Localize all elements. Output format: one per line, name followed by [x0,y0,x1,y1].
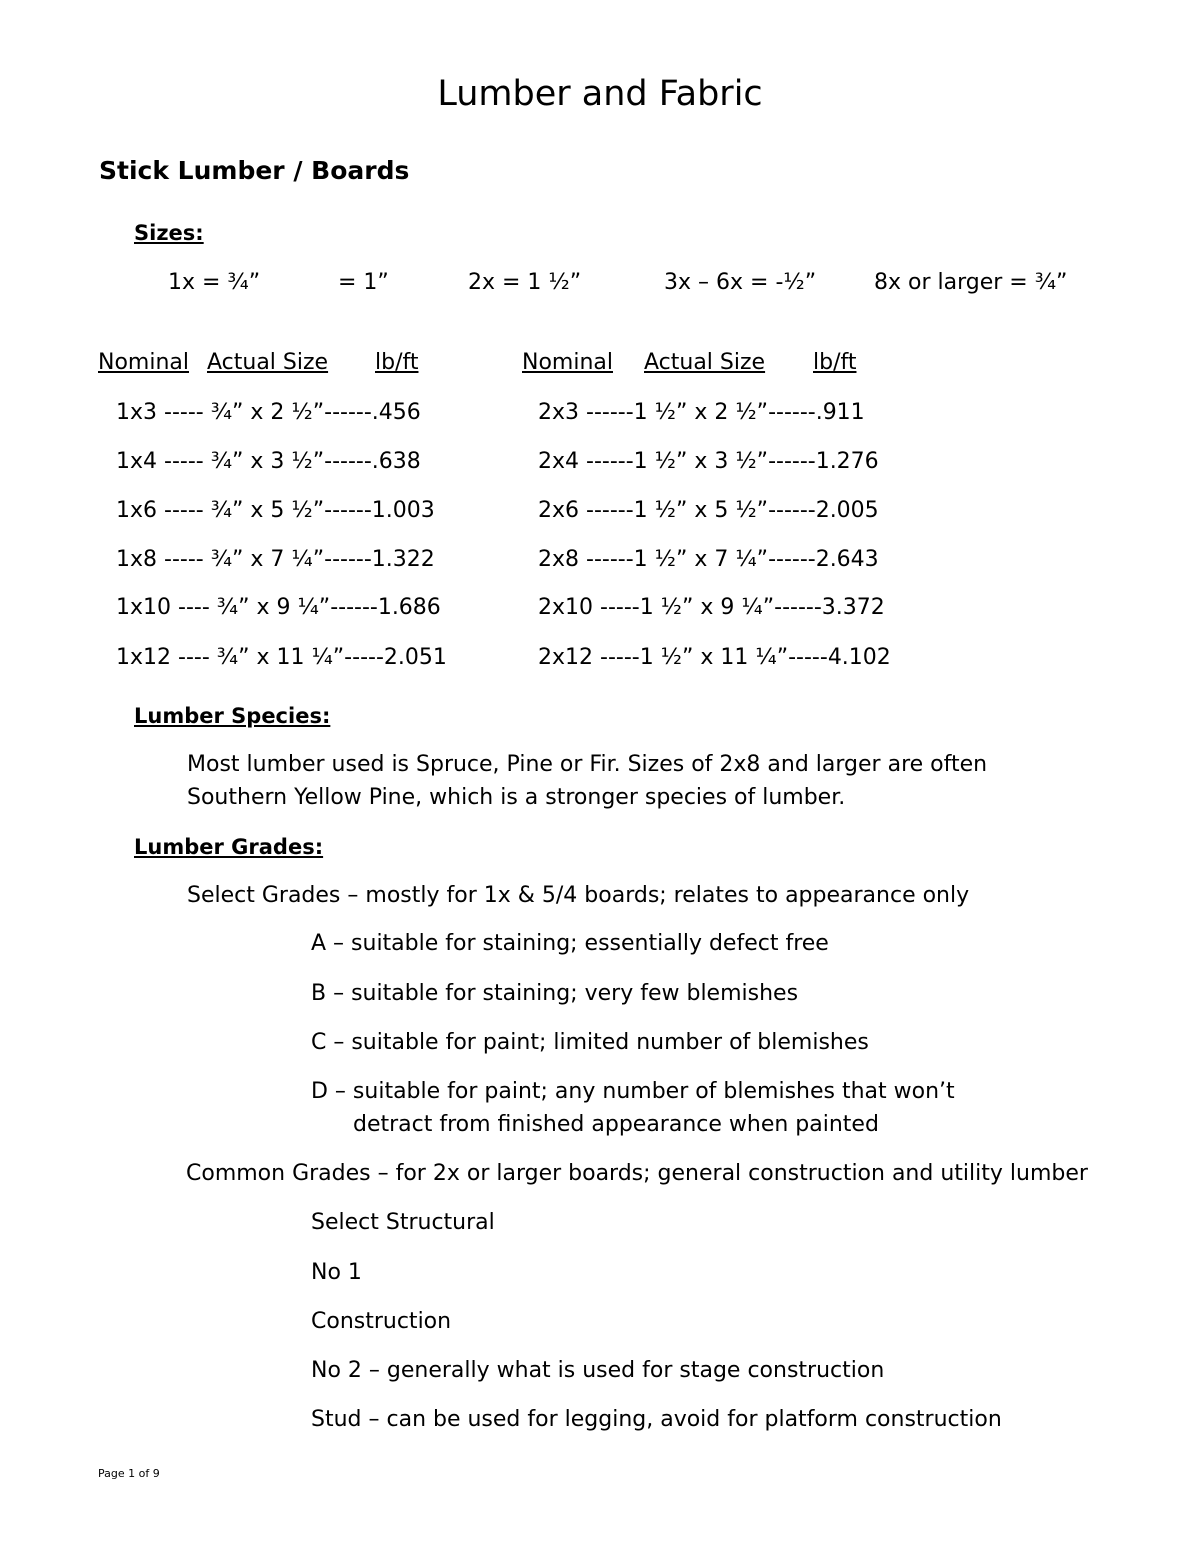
select-grade-item-continuation: detract from finished appearance when painted [353,1112,879,1137]
column-header-lb-ft: lb/ft [813,350,857,375]
common-grade-item: No 1 [311,1260,362,1285]
grades-heading: Lumber Grades: [134,835,324,859]
column-header-nominal: Nominal [98,350,189,375]
species-paragraph-line: Southern Yellow Pine, which is a stronger species of lumber. [187,785,846,810]
size-item: 2x = 1 ½” [468,270,582,295]
section-heading: Stick Lumber / Boards [99,156,410,185]
select-grade-item: C – suitable for paint; limited number of blemishes [311,1030,869,1055]
select-grade-item: A – suitable for staining; essentially defect free [311,931,829,956]
column-header-actual-size: Actual Size [644,350,766,375]
select-grade-item: B – suitable for staining; very few blemishes [311,981,799,1006]
table-row: 1x6 ----- ¾” x 5 ½”------1.003 [116,498,435,523]
table-row: 2x10 -----1 ½” x 9 ¼”------3.372 [538,595,885,620]
size-item: 3x – 6x = -½” [664,270,817,295]
select-grade-item: D – suitable for paint; any number of blemishes that won’t [311,1079,955,1104]
table-row: 1x10 ---- ¾” x 9 ¼”------1.686 [116,595,441,620]
column-header-nominal: Nominal [522,350,613,375]
species-paragraph-line: Most lumber used is Spruce, Pine or Fir. Sizes of 2x8 and larger are often [187,752,988,777]
table-row: 2x12 -----1 ½” x 11 ¼”-----4.102 [538,645,891,670]
sizes-heading: Sizes: [134,221,204,245]
size-item: 1x = ¾” [168,270,261,295]
table-row: 2x3 ------1 ½” x 2 ½”------.911 [538,400,865,425]
table-row: 1x3 ----- ¾” x 2 ½”------.456 [116,400,421,425]
table-row: 1x12 ---- ¾” x 11 ¼”-----2.051 [116,645,447,670]
table-row: 2x4 ------1 ½” x 3 ½”------1.276 [538,449,879,474]
select-grades-intro: Select Grades – mostly for 1x & 5/4 boards; relates to appearance only [187,883,970,908]
common-grade-item: Select Structural [311,1210,495,1235]
size-item: 8x or larger = ¾” [874,270,1068,295]
table-row: 2x6 ------1 ½” x 5 ½”------2.005 [538,498,879,523]
column-header-actual-size: Actual Size [207,350,329,375]
page-number: Page 1 of 9 [98,1467,160,1480]
species-heading: Lumber Species: [134,704,331,728]
column-header-lb-ft: lb/ft [375,350,419,375]
common-grade-item: No 2 – generally what is used for stage construction [311,1358,885,1383]
table-row: 1x8 ----- ¾” x 7 ¼”------1.322 [116,547,435,572]
common-grades-intro: Common Grades – for 2x or larger boards; general construction and utility lumber [186,1161,1088,1186]
table-row: 1x4 ----- ¾” x 3 ½”------.638 [116,449,421,474]
page-title: Lumber and Fabric [437,74,763,114]
common-grade-item: Construction [311,1309,452,1334]
common-grade-item: Stud – can be used for legging, avoid for platform construction [311,1407,1002,1432]
size-item: = 1” [338,270,389,295]
table-row: 2x8 ------1 ½” x 7 ¼”------2.643 [538,547,879,572]
